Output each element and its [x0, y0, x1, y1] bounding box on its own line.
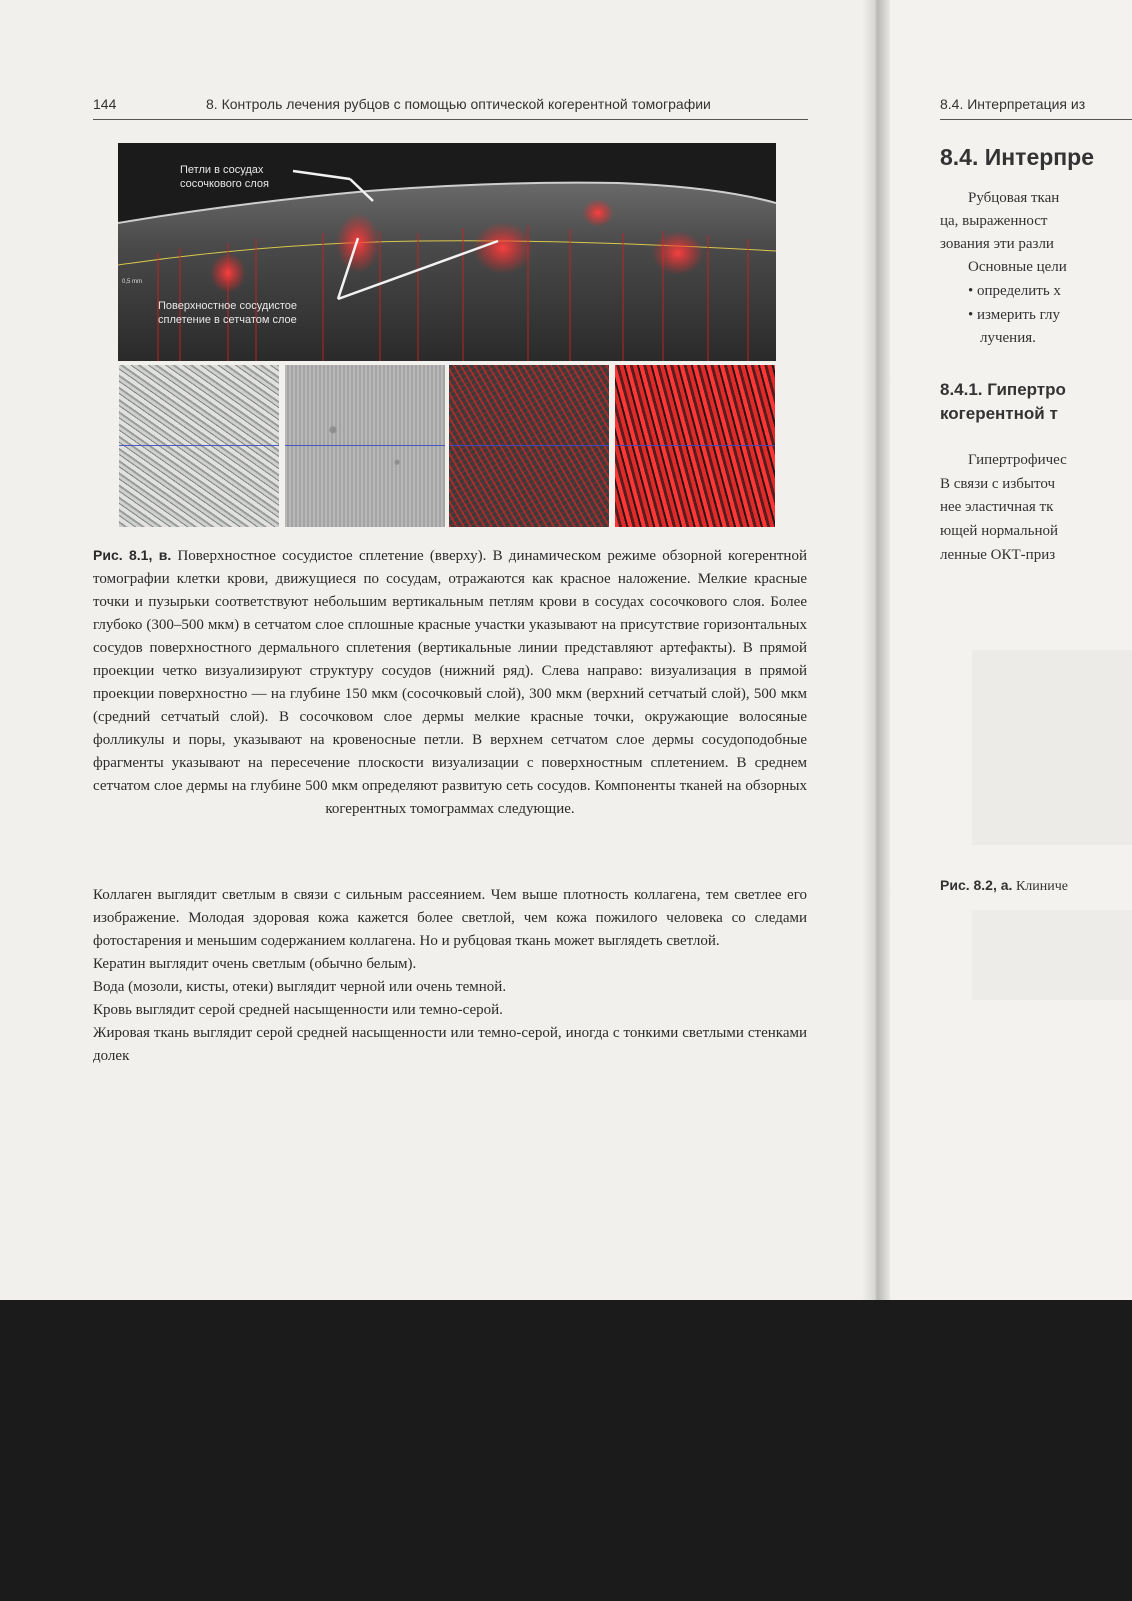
text-line: ца, выраженност: [940, 213, 1048, 229]
text-line: Рубцовая ткан: [968, 190, 1060, 206]
text-line: лучения.: [980, 330, 1036, 346]
page-number: 144: [93, 96, 117, 112]
scan-line: [449, 445, 609, 446]
running-head: 8. Контроль лечения рубцов с помощью оптической когерентной томографии: [206, 96, 711, 112]
right-caption-text: Клиниче: [1015, 879, 1068, 894]
scan-line: [285, 445, 445, 446]
paragraph: Коллаген выглядит светлым в связи с сильным рассеянием. Чем выше плотность коллагена, тем светлее его изображение. Молодая здоровая кожа кажется более светлой, чем кожа пожилого человека со следами фотостарения и меньшим содержанием коллагена. Но и рубцовая ткань может выглядеть светлой.: [93, 887, 807, 949]
text-line: нее эластичная тк: [940, 499, 1054, 515]
paragraph: Кровь выглядит серой средней насыщенности или темно-серой.: [93, 1002, 503, 1018]
right-figure-caption: [940, 877, 1068, 895]
figure-caption: [93, 544, 807, 821]
depth-mark: 0,5 mm: [122, 279, 143, 285]
text-line: • измерить глу: [968, 307, 1060, 323]
subsection-heading-line: когерентной т: [940, 404, 1058, 423]
right-running-head: 8.4. Интерпретация из: [940, 96, 1086, 112]
clinical-photo-area: [972, 650, 1132, 845]
right-caption-label: Рис. 8.2, а.: [940, 877, 1013, 893]
label-superficial-plexus: Поверхностное сосудистое сплетение в сетчатом слое: [158, 300, 298, 326]
caption-label: Рис. 8.1, в.: [93, 547, 172, 563]
book-gutter: [862, 0, 890, 1300]
en-face-panel-300um: [449, 365, 609, 527]
text-line: зования эти разли: [940, 236, 1054, 252]
paragraph: Жировая ткань выглядит серой средней насыщенности или темно-серой, иногда с тонкими светлыми стенками долек: [93, 1025, 807, 1064]
second-figure-area: [972, 910, 1132, 1000]
subsection-heading-line: 8.4.1. Гипертро: [940, 380, 1066, 399]
text-line: ющей нормальной: [940, 523, 1059, 539]
section-heading: 8.4. Интерпре: [940, 144, 1095, 170]
paragraph: Вода (мозоли, кисты, отеки) выглядит черной или очень темной.: [93, 979, 507, 995]
scan-line: [119, 445, 279, 446]
label-papillary-loops: Петли в сосудах сосочкового слоя: [180, 164, 269, 190]
text-line: Гипертрофичес: [968, 452, 1067, 468]
scan-line: [615, 445, 775, 446]
header-rule: [93, 119, 808, 120]
body-text: [93, 884, 807, 1068]
text-line: ленные ОКТ-приз: [940, 547, 1056, 563]
right-header-rule: [940, 119, 1132, 120]
right-page: [890, 0, 1132, 1300]
text-line: Основные цели: [968, 259, 1067, 275]
oct-cross-section-image: [118, 143, 776, 361]
text-line: • определить х: [968, 283, 1061, 299]
en-face-panel-500um: [615, 365, 775, 527]
caption-text: Поверхностное сосудистое сплетение (вверху). В динамическом режиме обзорной когерентной томографии клетки крови, движущиеся по сосудам, отражаются как красное наложение. Мелкие красные точки и пузырьки соответствуют небольшим вертикальным петлям крови в сосудах сосочкового слоя. Более глубоко (300–500 мкм) в сетчатом слое сплошные красные участки указывают на присутствие горизонтальных сосудов поверхностного дермального сплетения (вертикальные линии представляют артефакты). В прямой проекции четко визуализируют структуру сосудов (нижний ряд). Слева направо: визуализация в прямой проекции поверхностно — на глубине 150 мкм (сосочковый слой), 300 мкм (верхний сетчатый слой), 500 мкм (средний сетчатый слой). В сосочковом слое дермы мелкие красные точки, окружающие волосяные фолликулы и поры, указывают на кровеносные петли. В верхнем сетчатом слое дермы сосудоподобные фрагменты указывают на пересечение плоскости визуализации с поверхностным сплетением. В среднем сетчатом слое дермы на глубине 500 мкм определяют развитую сеть сосудов. Компоненты тканей на обзорных когерентных томограммах следующие.: [93, 548, 807, 817]
en-face-panel-150um: [285, 365, 445, 527]
en-face-panel-surface: [119, 365, 279, 527]
text-line: В связи с избыточ: [940, 476, 1055, 492]
paragraph: Кератин выглядит очень светлым (обычно белым).: [93, 956, 417, 972]
